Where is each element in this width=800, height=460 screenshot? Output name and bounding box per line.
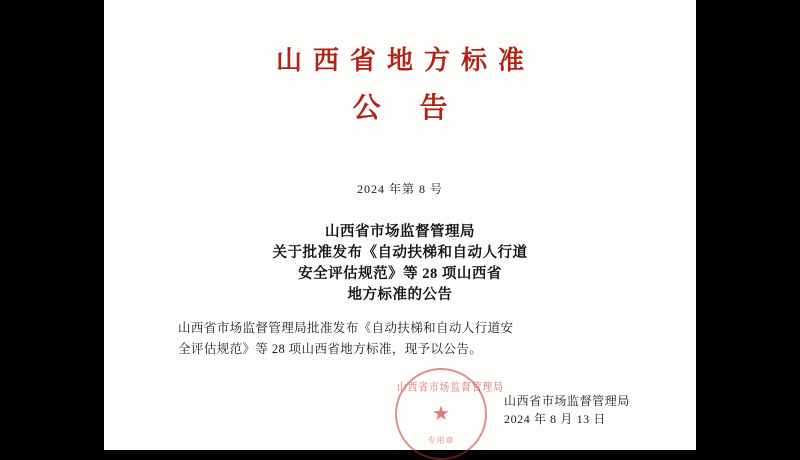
seal-star-icon: ★ [432, 403, 450, 425]
headline-line-3: 安全评估规范》等 28 项山西省 [298, 266, 502, 282]
document-title-main: 山西省地方标准 [275, 46, 535, 75]
body-line-1: 山西省市场监督管理局批准发布《自动扶梯和自动人行道安 [178, 321, 514, 335]
body-line-2: 全评估规范》等 28 项山西省地方标准，现予以公告。 [178, 342, 483, 356]
letterbox-bar-right [696, 0, 800, 450]
headline-block [104, 222, 696, 306]
document-content [104, 0, 696, 450]
letterbox-bar-left [0, 0, 104, 450]
official-seal-icon [395, 368, 505, 460]
seal-text-bottom: 专用章 [427, 436, 455, 445]
headline-line-2: 关于批准发布《自动扶梯和自动人行道 [272, 245, 528, 261]
headline-line-1: 山西省市场监督管理局 [325, 224, 475, 240]
signature-block [504, 392, 630, 428]
issue-number: 2024 年第 8 号 [356, 182, 443, 196]
signature-date: 2024 年 8 月 13 日 [503, 412, 606, 426]
document-title-sub: 公 告 [352, 93, 464, 124]
seal-text-top: 山西省市场监督管理局 [397, 382, 505, 395]
headline-line-4: 地方标准的公告 [347, 287, 453, 303]
signature-organization: 山西省市场监督管理局 [503, 394, 630, 408]
document-sheet [104, 0, 696, 450]
body-paragraph [178, 318, 622, 360]
